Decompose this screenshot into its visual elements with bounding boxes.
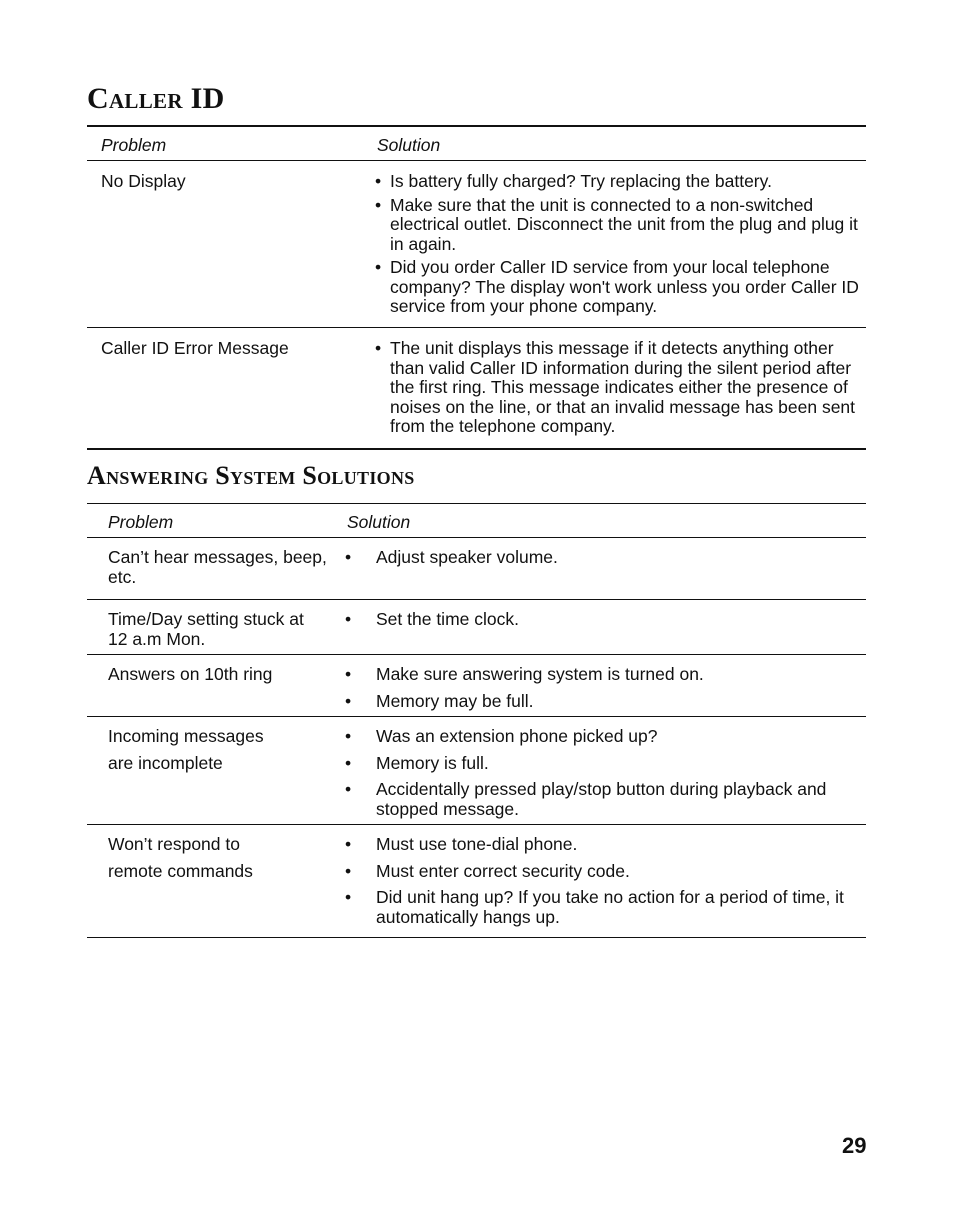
solution-item: • Memory may be full. bbox=[345, 692, 864, 712]
solution-item: • Did unit hang up? If you take no action for a period of time, it automatically hangs up. bbox=[345, 888, 864, 927]
solution-cell bbox=[345, 665, 864, 718]
problem-line: are incomplete bbox=[108, 752, 223, 773]
caller-id-table bbox=[87, 125, 866, 450]
problem-cell: Answers on 10th ring bbox=[108, 664, 273, 684]
solution-cell bbox=[375, 172, 864, 321]
problem-cell: Can’t hear messages, beep, etc. bbox=[108, 547, 327, 587]
header-problem: Problem bbox=[108, 512, 174, 532]
solution-item: • Make sure that the unit is connected to a non-switched electrical outlet. Disconnect the unit from the plug and plug it in again. bbox=[375, 196, 864, 255]
problem-cell: Caller ID Error Message bbox=[101, 338, 289, 358]
answering-system-table bbox=[87, 503, 866, 938]
section-title-caller-id: Caller ID bbox=[87, 82, 225, 115]
solution-cell bbox=[375, 339, 864, 441]
table-row bbox=[87, 825, 866, 937]
solution-item: • Accidentally pressed play/stop button during playback and stopped message. bbox=[345, 780, 864, 819]
solution-item: • Memory is full. bbox=[345, 754, 864, 774]
table-row bbox=[87, 161, 866, 328]
problem-cell bbox=[108, 835, 328, 888]
solution-item: • Did you order Caller ID service from your local telephone company? The display won't work unless you order Caller ID service from your phone company. bbox=[375, 258, 864, 317]
problem-line: remote commands bbox=[108, 860, 253, 881]
page-number: 29 bbox=[842, 1133, 867, 1158]
solution-item: • Must use tone-dial phone. bbox=[345, 835, 864, 855]
solution-cell bbox=[345, 548, 864, 575]
table-row bbox=[87, 538, 866, 600]
solution-item: • The unit displays this message if it detects anything other than valid Caller ID information during the silent period after the first ring. This message indicates either the presence of noises on the line, or that an invalid message has been sent from the telephone company. bbox=[375, 339, 864, 437]
solution-item: • Set the time clock. bbox=[345, 610, 864, 630]
table-row bbox=[87, 717, 866, 825]
solution-item: • Is battery fully charged? Try replacing the battery. bbox=[375, 172, 864, 192]
table-header bbox=[87, 127, 866, 161]
table-row bbox=[87, 655, 866, 717]
problem-cell bbox=[108, 727, 328, 780]
solution-cell bbox=[345, 727, 864, 826]
problem-line: Incoming messages bbox=[108, 726, 264, 746]
problem-line: Won’t respond to bbox=[108, 834, 240, 854]
header-problem: Problem bbox=[101, 135, 167, 155]
table-header bbox=[87, 504, 866, 538]
solution-cell bbox=[345, 835, 864, 934]
solution-item: • Was an extension phone picked up? bbox=[345, 727, 864, 747]
table-row bbox=[87, 600, 866, 655]
header-solution: Solution bbox=[377, 135, 441, 155]
problem-cell: No Display bbox=[101, 171, 186, 191]
header-solution: Solution bbox=[347, 512, 411, 532]
solution-item: • Must enter correct security code. bbox=[345, 862, 864, 882]
problem-cell: Time/Day setting stuck at 12 a.m Mon. bbox=[108, 609, 304, 649]
solution-item: • Make sure answering system is turned on. bbox=[345, 665, 864, 685]
section-title-answering-system: Answering System Solutions bbox=[87, 461, 415, 490]
solution-item: • Adjust speaker volume. bbox=[345, 548, 864, 568]
solution-cell bbox=[345, 610, 864, 637]
table-row bbox=[87, 328, 866, 448]
